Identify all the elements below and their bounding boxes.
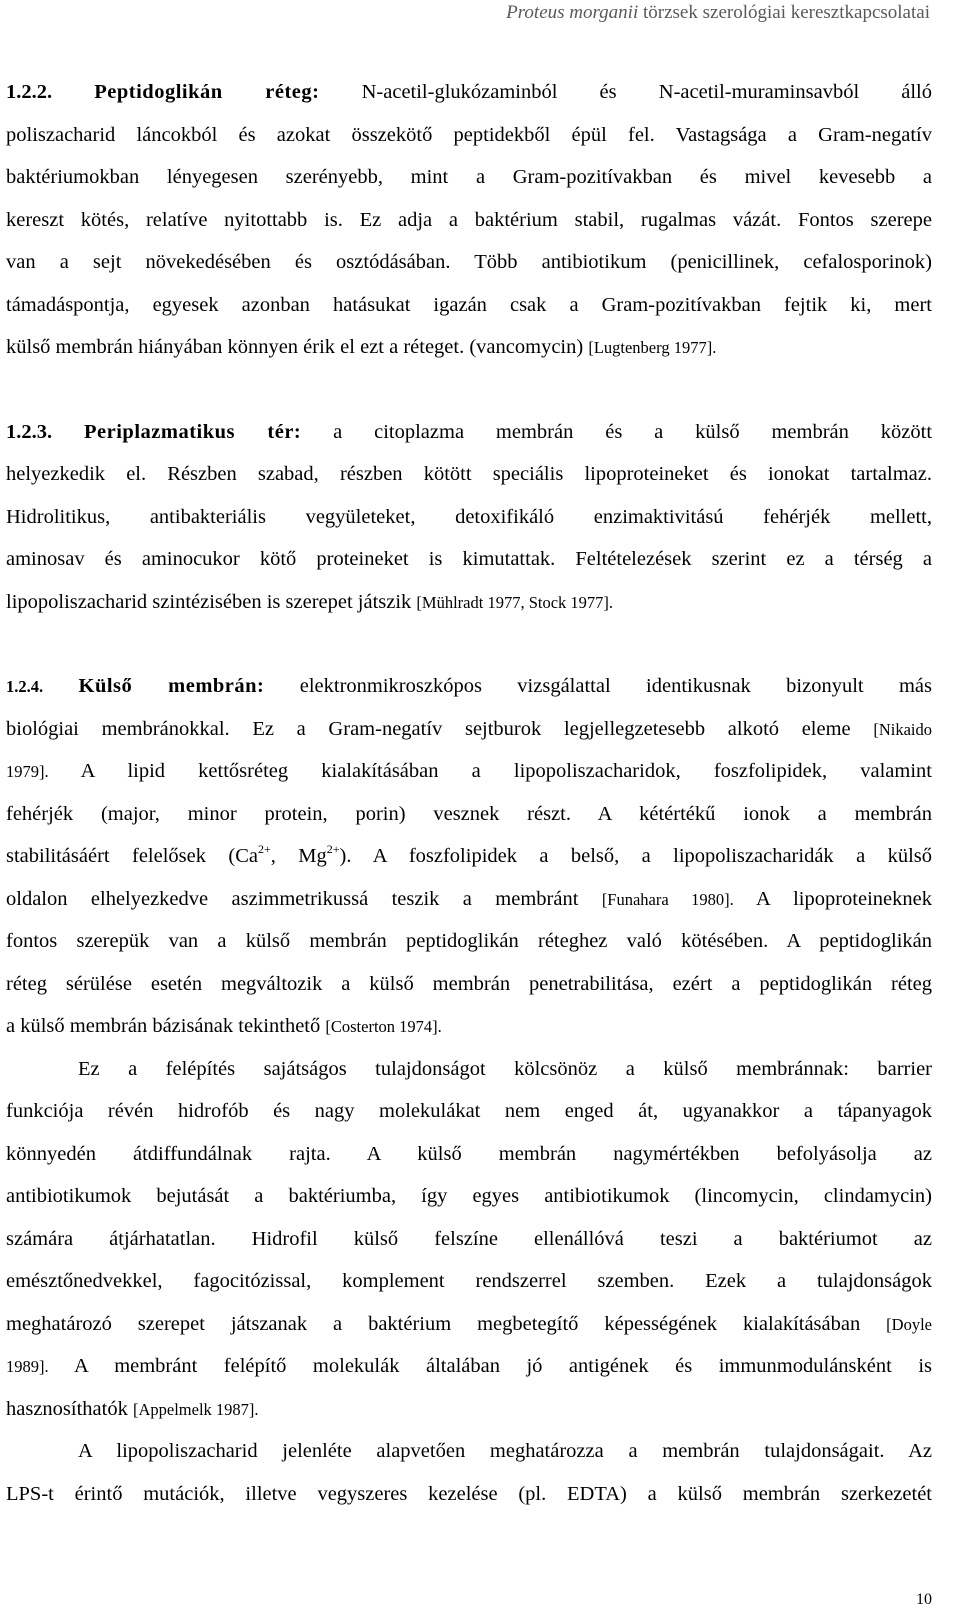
text-line: Hidrolitikus, antibakteriális vegyületeket, detoxifikáló enzimaktivitású fehérjék mellett, <box>6 505 932 528</box>
text-span: , Mg <box>270 845 327 867</box>
section-number: 1.2.3. <box>6 420 53 443</box>
text-span: elektronmikroszkópos vizsgálattal identikusnak bizonyult más <box>264 675 932 697</box>
paragraph-lps <box>6 1430 932 1515</box>
citation: [Appelmelk 1987]. <box>132 1399 259 1419</box>
text-span: lipopoliszacharid szintézisében is szerepet játszik <box>6 590 417 613</box>
text-span: hasznosíthatók <box>6 1397 133 1420</box>
text-line <box>6 411 932 454</box>
citation: [Doyle <box>886 1314 932 1334</box>
header-title-rest: törzsek szerológiai keresztkapcsolatai <box>638 2 930 23</box>
section-term: Periplazmatikus tér: <box>84 420 302 443</box>
section-term: Külső membrán: <box>78 675 265 697</box>
citation: [Mühlradt 1977, Stock 1977]. <box>416 592 614 612</box>
text-line: kereszt kötés, relatíve nyitottabb is. Ez adja a baktérium stabil, rugalmas vázát. Fontos szerepe <box>6 208 932 231</box>
section-number: 1.2.2. <box>6 81 53 103</box>
text-line <box>6 1303 932 1346</box>
text-span: meghatározó szerepet játszanak a baktérium megbetegítő képességének kialakításában <box>6 1312 887 1335</box>
superscript: 2+ <box>257 842 271 856</box>
text-line <box>6 835 932 878</box>
text-line: aminosav és aminocukor kötő proteineket is kimutattak. Feltételezések szerint ez a térség a <box>6 548 932 570</box>
text-span: biológiai membránokkal. Ez a Gram-negatív sejtburok legjellegzetesebb alkotó eleme <box>6 717 874 740</box>
text-line <box>6 71 932 114</box>
text-line <box>6 1345 932 1388</box>
section-1-2-2 <box>6 71 932 369</box>
text-line: fontos szerepük van a külső membrán peptidoglikán réteghez való kötésében. A peptidoglikán <box>6 930 932 952</box>
citation: [Costerton 1974]. <box>325 1017 442 1036</box>
citation: 1989]. <box>6 1357 49 1376</box>
citation: 1979]. <box>6 762 49 781</box>
text-span: A lipoproteineknek <box>733 887 932 910</box>
superscript: 2+ <box>326 842 340 856</box>
text-span: külső membrán hiányában könnyen érik el ezt a réteget. (vancomycin) <box>6 336 589 358</box>
text-line: támadáspontja, egyesek azonban hatásukat igazán csak a Gram-pozitívakban fejtik ki, mert <box>6 293 932 316</box>
spacer <box>6 369 932 411</box>
text-line <box>6 665 932 708</box>
citation: [Funahara 1980]. <box>601 889 734 909</box>
text-line: réteg sérülése esetén megváltozik a külső membrán penetrabilitása, ezért a peptidoglikán réteg <box>6 972 932 995</box>
text-line <box>6 1005 932 1048</box>
spacer <box>6 623 932 665</box>
page-number: 10 <box>916 1591 932 1608</box>
text-line: funkciója révén hidrofób és nagy molekulákat nem enged át, ugyanakkor a tápanyagok <box>6 1100 932 1122</box>
text-line: emésztőnedvekkel, fagocitózissal, komplement rendszerrel szemben. Ezek a tulajdonságok <box>6 1270 932 1292</box>
section-term: Peptidoglikán réteg: <box>94 81 320 103</box>
text-line <box>6 1388 932 1431</box>
text-line <box>6 326 932 369</box>
text-line: fehérjék (major, minor protein, porin) vesznek részt. A kétértékű ionok a membrán <box>6 802 932 825</box>
text-line <box>6 878 932 921</box>
text-line: helyezkedik el. Részben szabad, részben kötött speciális lipoproteineket és ionokat tartalmaz. <box>6 463 932 485</box>
text-line: A lipopoliszacharid jelenléte alapvetően meghatározza a membrán tulajdonságait. Az <box>78 1440 932 1462</box>
text-span: a citoplazma membrán és a külső membrán között <box>301 420 933 443</box>
section-1-2-3 <box>6 411 932 624</box>
document-body <box>6 71 932 1515</box>
section-1-2-4 <box>6 665 932 1048</box>
text-line: baktériumokban lényegesen szerényebb, mint a Gram-pozitívakban és mivel kevesebb a <box>6 166 932 188</box>
text-span: stabilitásáért felelősek (Ca <box>6 845 258 867</box>
text-span: N-acetil-glukózaminból és N-acetil-muraminsavból álló <box>319 81 933 103</box>
text-span: a külső membrán bázisának tekinthető <box>6 1015 326 1037</box>
text-span: A lipid kettősréteg kialakításában a lipopoliszacharidok, foszfolipidek, valamint <box>48 760 932 782</box>
text-line: poliszacharid láncokból és azokat összekötő peptidekből épül fel. Vastagsága a Gram-negatív <box>6 123 932 146</box>
text-span: A membránt felépítő molekulák általában jó antigének és immunmodulánsként is <box>48 1355 932 1377</box>
text-line: van a sejt növekedésében és osztódásában. Több antibiotikum (penicillinek, cefalosporinok) <box>6 251 932 273</box>
paragraph-barrier <box>6 1048 932 1431</box>
text-span: oldalon elhelyezkedve aszimmetrikussá teszik a membránt <box>6 887 602 910</box>
text-line <box>6 708 932 751</box>
text-line <box>6 581 932 624</box>
text-line: könnyedén átdiffundálnak rajta. A külső membrán nagymértékben befolyásolja az <box>6 1142 932 1165</box>
text-line: Ez a felépítés sajátságos tulajdonságot kölcsönöz a külső membránnak: barrier <box>78 1057 932 1080</box>
citation: [Nikaido <box>873 719 932 739</box>
text-line: számára átjárhatatlan. Hidrofil külső felszíne ellenállóvá teszi a baktériumot az <box>6 1227 932 1250</box>
text-line: antibiotikumok bejutását a baktériumba, így egyes antibiotikumok (lincomycin, clindamycin) <box>6 1185 932 1207</box>
text-span: ). A foszfolipidek a belső, a lipopoliszacharidák a külső <box>339 845 932 867</box>
citation: [Lugtenberg 1977]. <box>588 338 717 357</box>
text-line <box>6 750 932 793</box>
header-title-italic: Proteus morganii <box>506 2 639 23</box>
section-number: 1.2.4. <box>6 677 44 696</box>
text-line: LPS-t érintő mutációk, illetve vegyszeres kezelése (pl. EDTA) a külső membrán szerkezetét <box>6 1482 932 1505</box>
running-header <box>0 2 930 24</box>
